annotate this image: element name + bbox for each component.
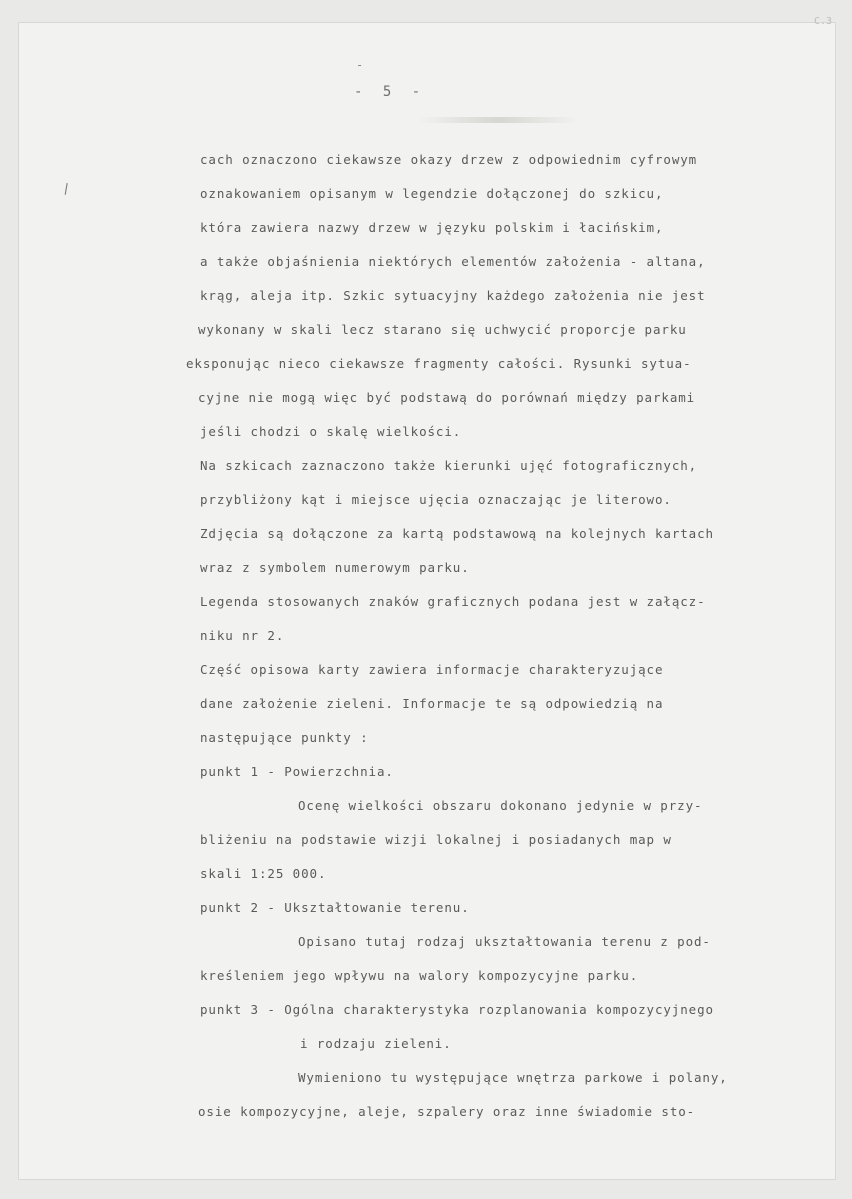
page-number: - 5 -: [354, 84, 427, 100]
text-line-7: eksponując nieco ciekawsze fragmenty całości. Rysunki sytua-: [186, 356, 692, 371]
text-line-6: wykonany w skali lecz starano się uchwycić proporcje parku: [198, 322, 687, 337]
text-line-4: a także objaśnienia niektórych elementów założenia - altana,: [200, 254, 706, 269]
text-line-19: punkt 1 - Powierzchnia.: [200, 764, 394, 779]
paper-stain: [418, 117, 578, 123]
text-line-28: Wymieniono tu występujące wnętrza parkowe i polany,: [298, 1070, 728, 1085]
text-line-13: wraz z symbolem numerowym parku.: [200, 560, 470, 575]
text-line-23: punkt 2 - Ukształtowanie terenu.: [200, 900, 470, 915]
text-line-5: krąg, aleja itp. Szkic sytuacyjny każdego założenia nie jest: [200, 288, 706, 303]
text-line-24: Opisano tutaj rodzaj ukształtowania terenu z pod-: [298, 934, 711, 949]
text-line-9: jeśli chodzi o skalę wielkości.: [200, 424, 462, 439]
text-line-2: oznakowaniem opisanym w legendzie dołączonej do szkicu,: [200, 186, 664, 201]
text-line-8: cyjne nie mogą więc być podstawą do porównań między parkami: [198, 390, 696, 405]
text-line-22: skali 1:25 000.: [200, 866, 327, 881]
text-line-17: dane założenie zieleni. Informacje te są odpowiedzią na: [200, 696, 664, 711]
text-line-16: Część opisowa karty zawiera informacje charakteryzujące: [200, 662, 664, 677]
text-line-14: Legenda stosowanych znaków graficznych podana jest w załącz-: [200, 594, 706, 609]
text-line-11: przybliżony kąt i miejsce ujęcia oznaczając je literowo.: [200, 492, 672, 507]
text-line-27: i rodzaju zieleni.: [300, 1036, 452, 1051]
text-line-12: Zdjęcia są dołączone za kartą podstawową na kolejnych kartach: [200, 526, 714, 541]
text-line-25: kreśleniem jego wpływu na walory kompozycyjne parku.: [200, 968, 639, 983]
text-line-15: niku nr 2.: [200, 628, 285, 643]
text-line-18: następujące punkty :: [200, 730, 369, 745]
text-line-20: Ocenę wielkości obszaru dokonano jedynie w przy-: [298, 798, 703, 813]
text-line-26: punkt 3 - Ogólna charakterystyka rozplanowania kompozycyjnego: [200, 1002, 714, 1017]
text-line-10: Na szkicach zaznaczono także kierunki ujęć fotograficznych,: [200, 458, 698, 473]
header-dash: -: [356, 58, 364, 72]
text-line-3: która zawiera nazwy drzew w języku polskim i łacińskim,: [200, 220, 664, 235]
corner-mark: C.3: [813, 16, 832, 27]
text-line-21: bliżeniu na podstawie wizji lokalnej i posiadanych map w: [200, 832, 672, 847]
text-line-1: cach oznaczono ciekawsze okazy drzew z odpowiednim cyfrowym: [200, 152, 698, 167]
document-page: [18, 16, 836, 1180]
text-line-29: osie kompozycyjne, aleje, szpalery oraz inne świadomie sto-: [198, 1104, 696, 1119]
margin-pencil-mark: \: [58, 181, 74, 198]
